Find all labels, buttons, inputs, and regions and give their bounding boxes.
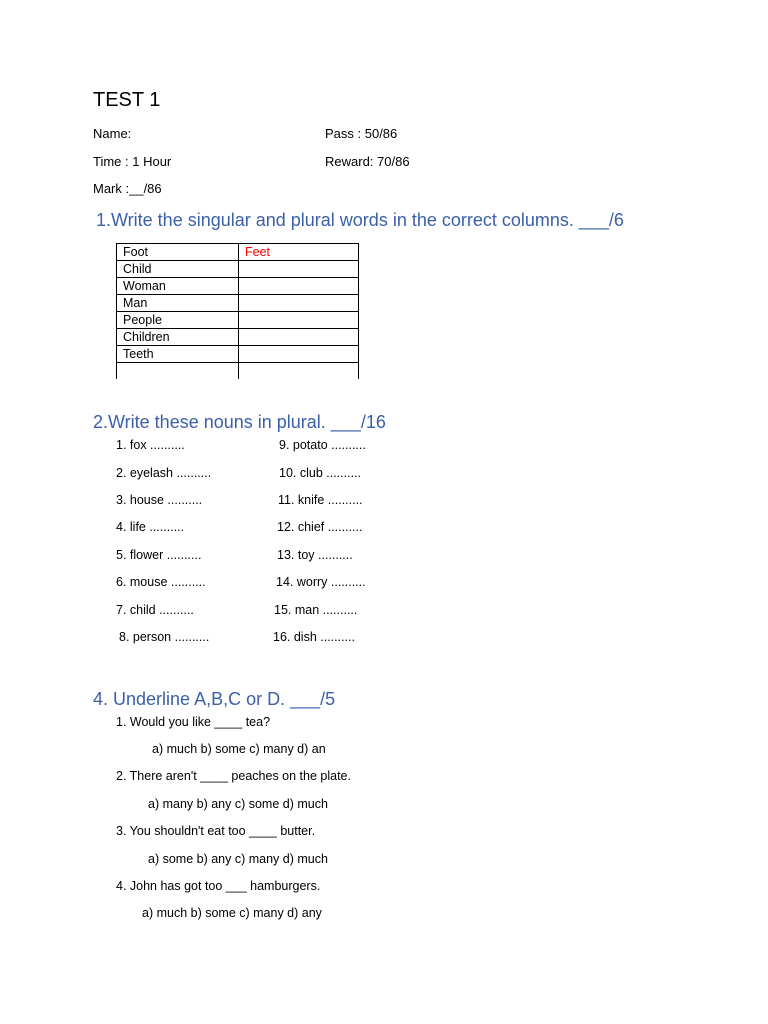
table-row <box>117 329 359 346</box>
table-cell-singular: Woman <box>117 278 239 295</box>
list-item: 9. potato .......... <box>279 438 366 452</box>
table-cell-plural[interactable] <box>239 363 359 380</box>
table-cell-plural[interactable] <box>239 278 359 295</box>
singular-plural-table <box>116 243 359 379</box>
table-row <box>117 244 359 261</box>
table-cell-singular: Foot <box>117 244 239 261</box>
table-cell-singular[interactable] <box>117 363 239 380</box>
reward-score: Reward: 70/86 <box>325 154 410 169</box>
question-text: 4. John has got too ___ hamburgers. <box>116 879 321 893</box>
table-cell-singular: Man <box>117 295 239 312</box>
list-item: 2. eyelash .......... <box>116 466 212 480</box>
list-item: 5. flower .......... <box>116 548 202 562</box>
list-item: 10. club .......... <box>279 466 361 480</box>
question-options[interactable]: a) much b) some c) many d) an <box>152 742 326 756</box>
list-item: 12. chief .......... <box>277 520 363 534</box>
table-cell-plural[interactable] <box>239 312 359 329</box>
section1-heading: 1.Write the singular and plural words in the correct columns. ___/6 <box>96 210 624 230</box>
section4-heading: 4. Underline A,B,C or D. ___/5 <box>93 689 336 709</box>
table-cell-plural[interactable] <box>239 295 359 312</box>
list-item: 3. house .......... <box>116 493 203 507</box>
mark-field: Mark :__/86 <box>93 181 162 196</box>
table-cell-plural[interactable] <box>239 261 359 278</box>
question-text: 2. There aren't ____ peaches on the plate. <box>116 769 351 783</box>
table-cell-plural[interactable] <box>239 329 359 346</box>
table-cell-plural[interactable] <box>239 346 359 363</box>
table-cell-singular: People <box>117 312 239 329</box>
page-title: TEST 1 <box>93 89 161 111</box>
time-limit: Time : 1 Hour <box>93 154 172 169</box>
list-item: 14. worry .......... <box>276 575 366 589</box>
question-options[interactable]: a) many b) any c) some d) much <box>148 797 328 811</box>
list-item: 8. person .......... <box>119 630 210 644</box>
table-row <box>117 278 359 295</box>
table-cell-singular: Teeth <box>117 346 239 363</box>
question-options[interactable]: a) some b) any c) many d) much <box>148 852 328 866</box>
pass-score: Pass : 50/86 <box>325 126 398 141</box>
section2-heading: 2.Write these nouns in plural. ___/16 <box>93 412 386 432</box>
table-cell-singular: Children <box>117 329 239 346</box>
list-item: 16. dish .......... <box>273 630 355 644</box>
question-options[interactable]: a) much b) some c) many d) any <box>142 906 322 920</box>
table-row <box>117 295 359 312</box>
list-item: 11. knife .......... <box>278 493 363 507</box>
list-item: 7. child .......... <box>116 603 194 617</box>
list-item: 15. man .......... <box>274 603 358 617</box>
table-cell-plural: Feet <box>239 244 359 261</box>
table-row <box>117 312 359 329</box>
list-item: 1. fox .......... <box>116 438 185 452</box>
list-item: 13. toy .......... <box>277 548 353 562</box>
list-item: 6. mouse .......... <box>116 575 206 589</box>
name-label: Name: <box>93 126 132 141</box>
table-row <box>117 363 359 380</box>
list-item: 4. life .......... <box>116 520 185 534</box>
question-text: 3. You shouldn't eat too ____ butter. <box>116 824 316 838</box>
table-row <box>117 346 359 363</box>
table-row <box>117 261 359 278</box>
question-text: 1. Would you like ____ tea? <box>116 715 271 729</box>
table-cell-singular: Child <box>117 261 239 278</box>
